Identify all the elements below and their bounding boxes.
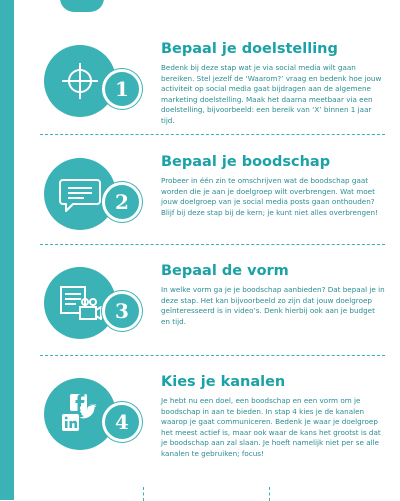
step-4-text: Je hebt nu een doel, een boodschap en een vorm om je boodschap in aan te bieden. In stap 4 kies je de kanalen waarop je gaat communiceren. Bedenk je waar je doelgroep het meest actief is, maar ook waar de kans het grootst is dat je boodschap aan zal slaan. Je hoeft namelijk niet per se alle kanalen te gebruiken; focus! bbox=[161, 396, 381, 458]
left-accent-bar bbox=[0, 0, 14, 500]
top-connector-shape bbox=[60, 0, 104, 12]
step-4-title: Kies je kanalen bbox=[161, 374, 286, 390]
step-2-title: Bepaal je boodschap bbox=[161, 154, 331, 170]
step-1-title: Bepaal je doelstelling bbox=[161, 41, 338, 57]
step-3-number: 3 bbox=[102, 291, 142, 331]
step-2-text: Probeer in één zin te omschrijven wat de boodschap gaat worden die je aan je doelgroep wilt overbrengen. Wat moet jouw doelgroep van je social media posts gaan onthouden? Blijf bij deze stap bij de kern; je kunt niet alles overbrengen! bbox=[161, 176, 378, 217]
bottom-dashed-line-right bbox=[269, 487, 270, 501]
divider-3 bbox=[40, 355, 385, 356]
bottom-dashed-line-left bbox=[143, 487, 144, 501]
step-4-number: 4 bbox=[102, 402, 142, 442]
step-3-text: In welke vorm ga je je boodschap aanbieden? Dat bepaal je in deze stap. Het kan bijvoorbeeld zo zijn dat jouw doelgroep geïnteresseerd is in video’s. Denk hierbij ook aan je budget en tijd. bbox=[161, 285, 385, 326]
step-1-number: 1 bbox=[102, 69, 142, 109]
step-1-text: Bedenk bij deze stap wat je via social media wilt gaan bereiken. Stel jezelf de ‘Waarom?’ vraag en bedenk hoe jouw activiteit op social media gaat bijdragen aan de algemene marketing doelstelling. Maak het daarna meetbaar via een doelstelling, bijvoorbeeld: een bereik van ‘X’ binnen 1 jaar tijd. bbox=[161, 63, 382, 125]
step-2-number: 2 bbox=[102, 182, 142, 222]
step-3-title: Bepaal de vorm bbox=[161, 263, 289, 279]
divider-1 bbox=[40, 134, 385, 135]
divider-2 bbox=[40, 244, 385, 245]
